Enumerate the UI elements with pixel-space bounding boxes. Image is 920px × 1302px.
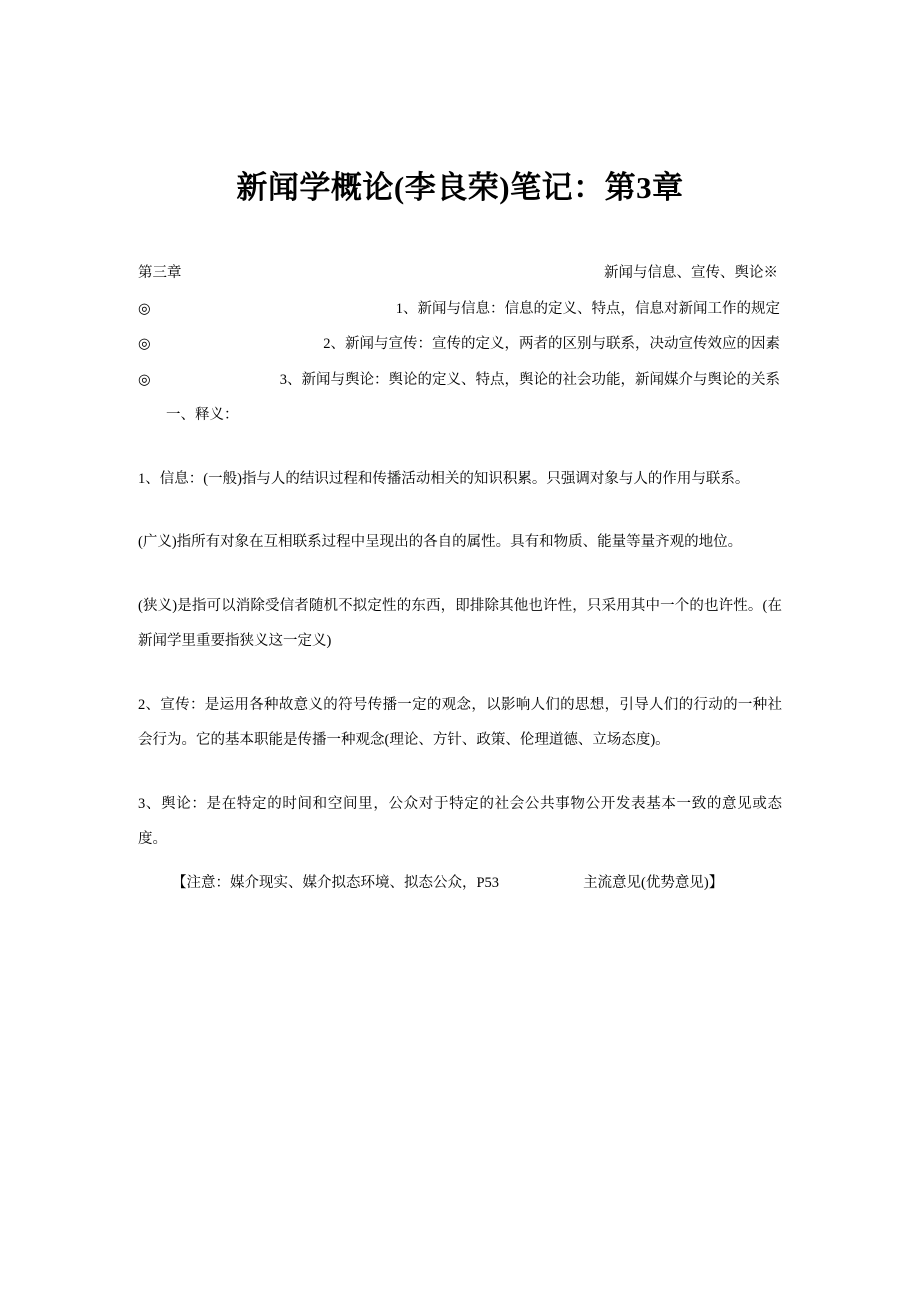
note-left-text: 【注意：媒介现实、媒介拟态环境、拟态公众，P53 <box>172 875 500 891</box>
bullet-icon: ◎ <box>138 336 151 353</box>
bullet-icon: ◎ <box>138 300 151 317</box>
paragraph-info-broad: (广义)指所有对象在互相联系过程中呈现出的各自的属性。具有和物质、能量等量齐观的地位。 <box>138 534 743 551</box>
outline-item-label: 2、新闻与宣传：宣传的定义，两者的区别与联系，决动宣传效应的因素 <box>323 336 780 353</box>
paragraph-propaganda: 2、宣传：是运用各种故意义的符号传播一定的观念，以影响人们的思想，引导人们的行动的一种社会行为。它的基本职能是传播一种观念(理论、方针、政策、伦理道德、立场态度)。 <box>138 696 782 749</box>
note-row <box>138 866 782 902</box>
bullet-icon: ◎ <box>138 371 151 388</box>
paragraph-info-narrow: (狭义)是指可以消除受信者随机不拟定性的东西，即排除其他也许性，只采用其中一个的也许性。(在新闻学里重要指狭义这一定义) <box>138 597 782 650</box>
chapter-label: 第三章 <box>138 265 182 282</box>
outline-item-label: 1、新闻与信息：信息的定义、特点，信息对新闻工作的规定 <box>395 300 780 317</box>
section-heading: 一、释义： <box>166 407 239 424</box>
note-right-text: 主流意见(优势意见)】 <box>583 875 724 891</box>
chapter-topic: 新闻与信息、宣传、舆论※ <box>604 265 778 282</box>
outline-item <box>138 363 782 399</box>
document-body <box>138 256 782 901</box>
chapter-header-row <box>138 256 782 292</box>
outline-item <box>138 292 782 328</box>
outline-item <box>138 327 782 363</box>
outline-item-label: 3、新闻与舆论：舆论的定义、特点，舆论的社会功能，新闻媒介与舆论的关系 <box>279 371 780 388</box>
page-title: 新闻学概论(李良荣)笔记：第3章 <box>236 170 684 205</box>
paragraph-info-general: 1、信息：(一般)指与人的结识过程和传播活动相关的知识积累。只强调对象与人的作用与联系。 <box>138 470 750 487</box>
paragraph-public-opinion: 3、舆论：是在特定的时间和空间里，公众对于特定的社会公共事物公开发表基本一致的意见或态度。 <box>138 795 782 848</box>
